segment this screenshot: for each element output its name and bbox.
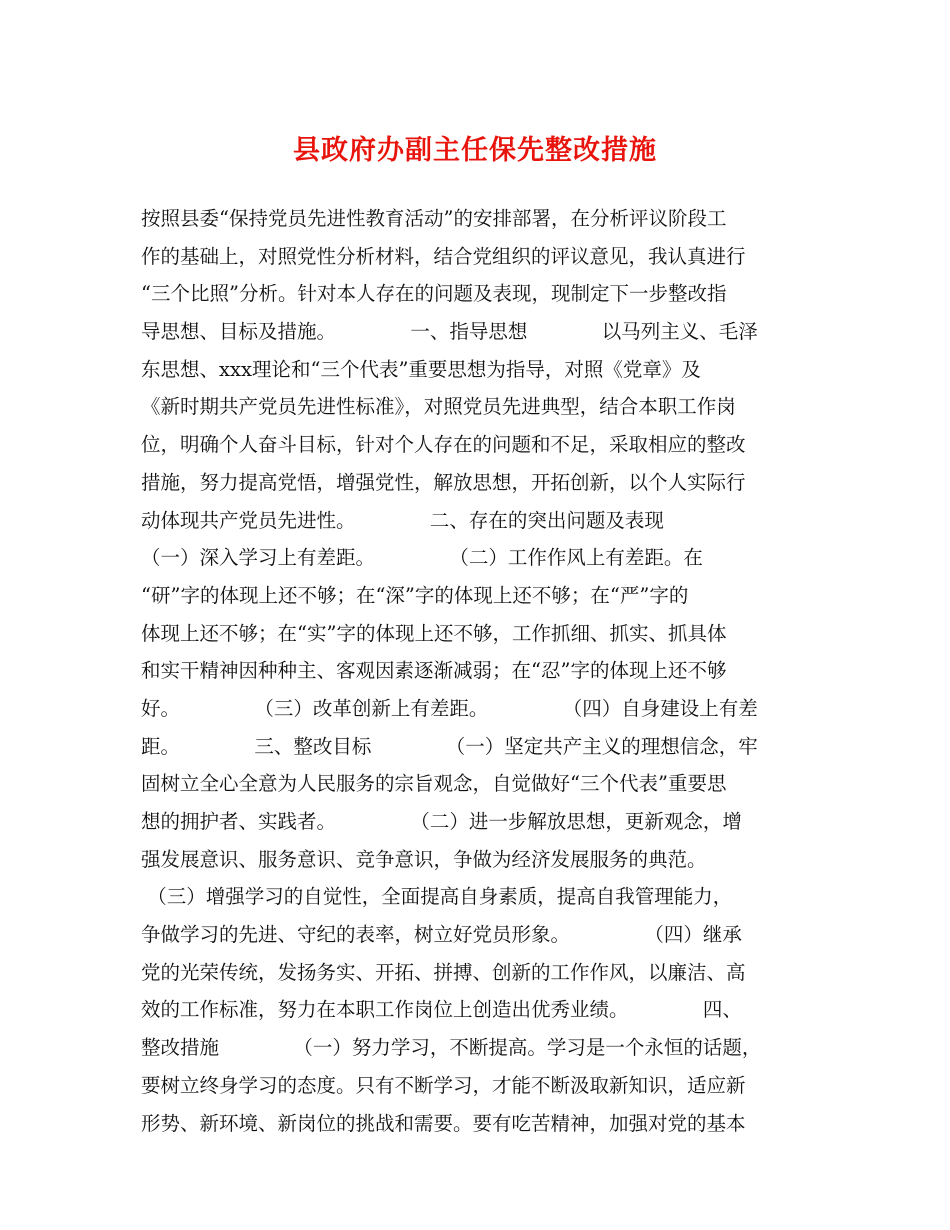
- text-line: 距。 三、整改目标 （一）坚定共产主义的理想信念，牢: [141, 734, 758, 758]
- text-line: （一）深入学习上有差距。 （二）工作作风上有差距。在: [141, 546, 703, 570]
- text-line: 位，明确个人奋斗目标，针对个人存在的问题和不足，采取相应的整改: [141, 433, 746, 457]
- text-line: （三）增强学习的自觉性，全面提高自身素质，提高自我管理能力，: [141, 885, 733, 909]
- document-title: 县政府办副主任保先整改措施: [293, 135, 657, 166]
- text-line: 争做学习的先进、守纪的表率，树立好党员形象。 （四）继承: [141, 923, 742, 947]
- document-body: [141, 200, 821, 1142]
- text-line: 固树立全心全意为人民服务的宗旨观念，自觉做好“三个代表”重要思: [141, 772, 727, 796]
- text-line: 整改措施 （一）努力学习，不断提高。学习是一个永恒的话题，: [141, 1036, 762, 1060]
- text-line: 体现上还不够；在“实”字的体现上还不够，工作抓细、抓实、抓具体: [141, 621, 727, 645]
- text-line: 按照县委“保持党员先进性教育活动”的安排部署，在分析评议阶段工: [141, 207, 727, 230]
- text-line: 强发展意识、服务意识、竞争意识，争做为经济发展服务的典范。: [141, 847, 707, 871]
- text-line: “研”字的体现上还不够；在“深”字的体现上还不够；在“严”字的: [141, 583, 689, 607]
- text-line: 好。 （三）改革创新上有差距。 （四）自身建设上有差: [141, 696, 758, 720]
- text-line: 措施，努力提高党悟，增强党性，解放思想，开拓创新，以个人实际行: [141, 470, 746, 494]
- text-line: 导思想、目标及措施。 一、指导思想 以马列主义、毛泽: [141, 320, 758, 344]
- text-line: 《新时期共产党员先进性标准》，对照党员先进典型，结合本职工作岗: [141, 395, 736, 419]
- text-line: 党的光荣传统，发扬务实、开拓、拼搏、创新的工作作风，以廉洁、高: [141, 960, 746, 984]
- text-line: 形势、新环境、新岗位的挑战和需要。要有吃苦精神，加强对党的基本: [141, 1111, 746, 1135]
- text-line: “三个比照”分析。针对本人存在的问题及表现，现制定下一步整改指: [141, 282, 727, 306]
- text-line: 动体现共产党员先进性。 二、存在的突出问题及表现: [141, 508, 664, 532]
- text-line: 要树立终身学习的态度。只有不断学习，才能不断汲取新知识，适应新: [141, 1073, 746, 1097]
- text-line: 想的拥护者、实践者。 （二）进一步解放思想，更新观念，增: [141, 810, 742, 833]
- text-line: 效的工作标准，努力在本职工作岗位上创造出优秀业绩。 四、: [141, 998, 742, 1022]
- text-line: 和实干精神因种种主、客观因素逐渐减弱；在“忍”字的体现上还不够: [141, 659, 727, 683]
- text-line: 东思想、xxx理论和“三个代表”重要思想为指导，对照《党章》及: [141, 357, 701, 381]
- text-line: 作的基础上，对照党性分析材料，结合党组织的评议意见，我认真进行: [141, 244, 746, 268]
